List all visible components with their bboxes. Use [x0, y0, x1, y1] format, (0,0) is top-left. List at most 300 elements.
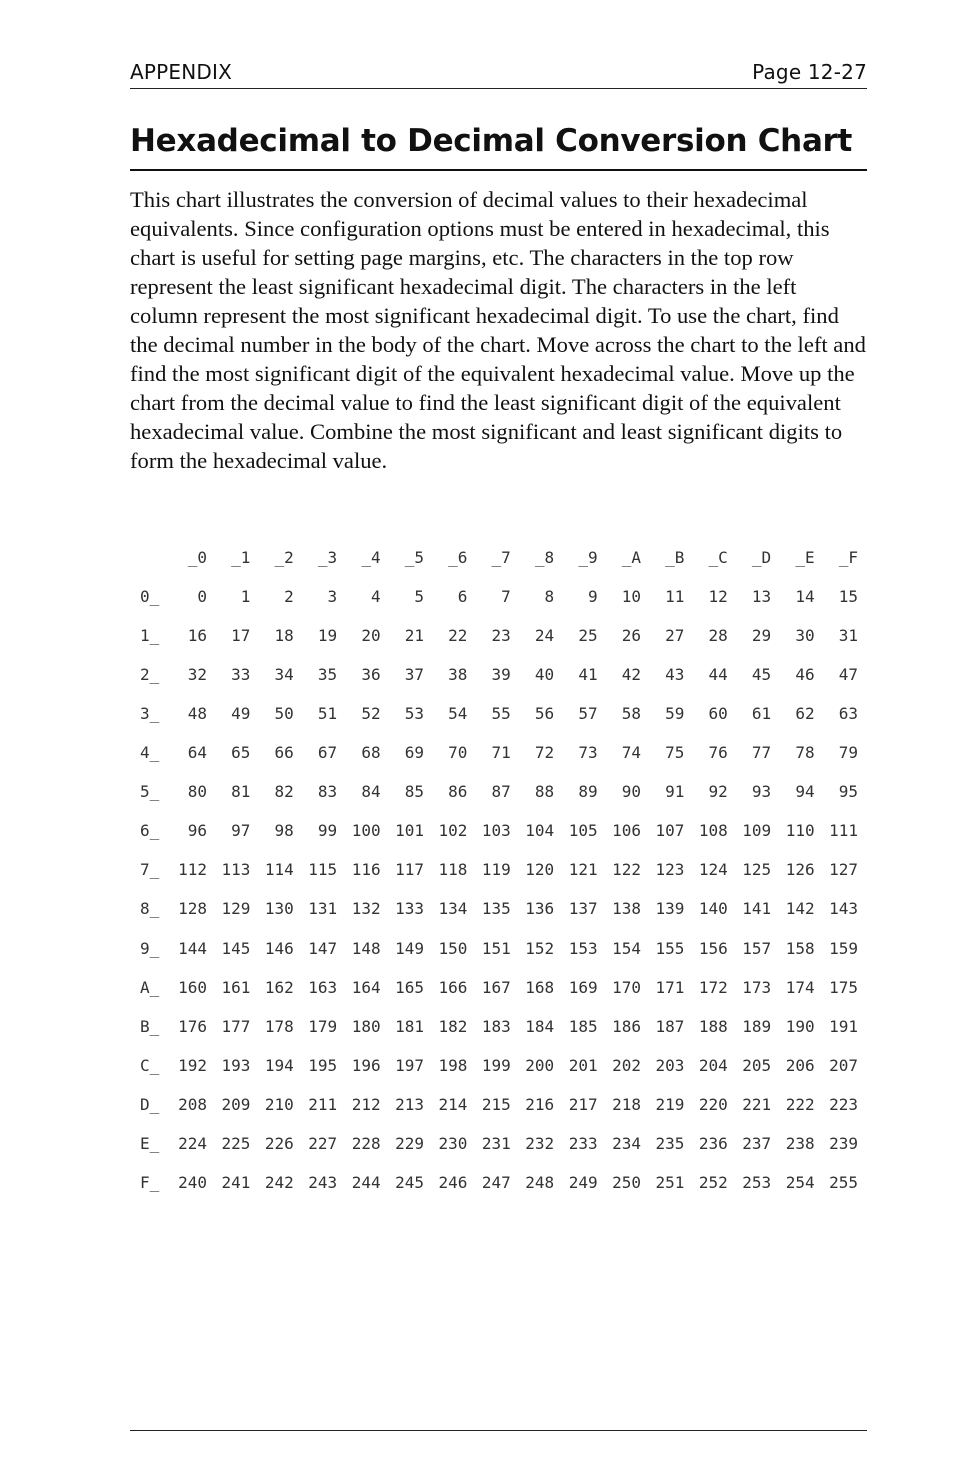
table-cell: 185	[568, 1016, 598, 1036]
table-cell: 200	[525, 1055, 555, 1075]
table-row	[130, 743, 867, 767]
column-header: _9	[578, 548, 598, 567]
row-header: A_	[140, 977, 160, 997]
table-row	[130, 1173, 867, 1197]
table-row	[130, 978, 867, 1002]
table-cell: 5	[414, 587, 424, 607]
table-cell: 194	[264, 1055, 294, 1075]
table-cell: 187	[655, 1016, 685, 1036]
table-cell: 189	[742, 1016, 772, 1036]
column-header: _A	[621, 548, 641, 567]
row-header: 5_	[140, 782, 160, 802]
table-cell: 246	[438, 1172, 468, 1192]
table-cell: 62	[795, 704, 815, 724]
table-cell: 126	[785, 860, 815, 880]
table-cell: 153	[568, 938, 598, 958]
column-header: _3	[317, 548, 338, 567]
column-header: _0	[187, 548, 207, 567]
table-cell: 68	[361, 743, 381, 763]
table-cell: 134	[438, 899, 468, 919]
table-cell: 145	[221, 938, 251, 958]
table-cell: 4	[370, 587, 381, 607]
table-cell: 27	[665, 626, 685, 646]
table-cell: 141	[742, 899, 772, 919]
page-header	[130, 58, 867, 89]
table-cell: 13	[751, 587, 772, 607]
table-cell: 74	[621, 743, 641, 763]
table-row	[130, 821, 867, 845]
table-cell: 232	[525, 1133, 555, 1153]
table-cell: 117	[395, 860, 424, 880]
table-cell: 236	[698, 1133, 728, 1153]
table-cell: 30	[795, 626, 815, 646]
table-cell: 22	[448, 626, 468, 646]
table-cell: 66	[274, 743, 294, 763]
table-cell: 147	[308, 938, 338, 958]
table-cell: 235	[655, 1133, 685, 1153]
table-row	[130, 1095, 867, 1119]
table-cell: 105	[568, 821, 598, 841]
table-cell: 95	[838, 782, 858, 802]
table-cell: 175	[829, 977, 858, 997]
table-cell: 39	[491, 665, 511, 685]
column-header: _7	[491, 548, 511, 567]
table-cell: 111	[829, 821, 858, 841]
table-cell: 36	[361, 665, 381, 685]
table-cell: 129	[221, 899, 251, 919]
table-cell: 54	[448, 704, 468, 724]
table-cell: 181	[395, 1016, 424, 1036]
table-cell: 193	[221, 1055, 251, 1075]
table-cell: 241	[221, 1172, 251, 1192]
row-header: 8_	[140, 899, 160, 919]
table-cell: 56	[534, 704, 555, 724]
table-cell: 218	[612, 1094, 641, 1114]
table-cell: 9	[587, 587, 598, 607]
table-cell: 192	[178, 1055, 207, 1075]
table-cell: 51	[317, 704, 338, 724]
table-cell: 118	[438, 860, 468, 880]
table-cell: 25	[578, 626, 598, 646]
table-row	[130, 1056, 867, 1080]
row-header: C_	[140, 1055, 160, 1075]
table-cell: 84	[361, 782, 381, 802]
table-cell: 219	[655, 1094, 685, 1114]
table-cell: 244	[351, 1172, 381, 1192]
table-cell: 148	[351, 938, 381, 958]
table-cell: 121	[568, 860, 598, 880]
page-number: Page 12-27	[752, 60, 867, 84]
table-cell: 110	[785, 821, 815, 841]
table-header-row	[130, 548, 867, 572]
table-cell: 215	[481, 1094, 511, 1114]
table-cell: 199	[481, 1055, 511, 1075]
table-cell: 247	[481, 1172, 511, 1192]
table-cell: 70	[448, 743, 468, 763]
footer-rule	[130, 1430, 867, 1431]
table-cell: 234	[612, 1133, 641, 1153]
table-cell: 1	[240, 587, 251, 607]
table-cell: 197	[395, 1055, 424, 1075]
table-cell: 233	[568, 1133, 598, 1153]
table-cell: 103	[481, 821, 511, 841]
table-cell: 80	[187, 782, 207, 802]
table-cell: 32	[187, 665, 207, 685]
table-cell: 160	[178, 977, 207, 997]
table-cell: 92	[708, 782, 728, 802]
table-cell: 112	[178, 860, 207, 880]
table-cell: 231	[481, 1133, 511, 1153]
table-cell: 182	[438, 1016, 468, 1036]
table-cell: 222	[785, 1094, 815, 1114]
table-cell: 237	[742, 1133, 772, 1153]
table-cell: 28	[708, 626, 728, 646]
table-cell: 174	[785, 977, 815, 997]
table-cell: 195	[308, 1055, 338, 1075]
table-cell: 157	[742, 938, 772, 958]
table-row	[130, 587, 867, 611]
table-cell: 251	[655, 1172, 685, 1192]
table-cell: 203	[655, 1055, 685, 1075]
table-cell: 78	[795, 743, 815, 763]
table-cell: 163	[308, 977, 338, 997]
table-cell: 230	[438, 1133, 468, 1153]
table-cell: 17	[231, 626, 251, 646]
table-cell: 167	[481, 977, 511, 997]
table-cell: 116	[351, 860, 381, 880]
table-cell: 198	[438, 1055, 468, 1075]
column-header: _5	[404, 548, 424, 567]
table-cell: 19	[317, 626, 338, 646]
row-header: 9_	[140, 938, 160, 958]
table-cell: 16	[187, 626, 207, 646]
row-header: F_	[140, 1172, 160, 1192]
table-cell: 140	[698, 899, 728, 919]
table-cell: 245	[395, 1172, 424, 1192]
table-cell: 169	[568, 977, 598, 997]
table-cell: 76	[708, 743, 728, 763]
column-header: _B	[665, 548, 685, 567]
table-cell: 168	[525, 977, 555, 997]
table-cell: 42	[621, 665, 641, 685]
column-header: _E	[795, 548, 815, 567]
table-cell: 242	[264, 1172, 294, 1192]
column-header: _4	[361, 548, 381, 567]
table-cell: 138	[612, 899, 641, 919]
table-cell: 158	[785, 938, 815, 958]
table-cell: 221	[742, 1094, 772, 1114]
table-row	[130, 860, 867, 884]
table-cell: 130	[264, 899, 294, 919]
table-cell: 106	[612, 821, 641, 841]
table-cell: 85	[404, 782, 424, 802]
table-cell: 164	[351, 977, 381, 997]
table-cell: 123	[655, 860, 685, 880]
table-cell: 86	[448, 782, 468, 802]
table-cell: 26	[621, 626, 641, 646]
table-cell: 209	[221, 1094, 251, 1114]
table-cell: 109	[742, 821, 772, 841]
table-cell: 124	[698, 860, 728, 880]
table-cell: 239	[829, 1133, 858, 1153]
table-cell: 57	[578, 704, 598, 724]
table-cell: 59	[665, 704, 685, 724]
table-cell: 146	[264, 938, 294, 958]
table-cell: 214	[438, 1094, 468, 1114]
table-cell: 253	[742, 1172, 772, 1192]
table-cell: 226	[264, 1133, 294, 1153]
table-cell: 34	[274, 665, 294, 685]
table-cell: 3	[327, 587, 338, 607]
table-cell: 71	[491, 743, 511, 763]
table-cell: 128	[178, 899, 207, 919]
table-cell: 188	[698, 1016, 728, 1036]
table-cell: 113	[221, 860, 251, 880]
table-row	[130, 782, 867, 806]
table-cell: 65	[231, 743, 251, 763]
table-cell: 77	[751, 743, 772, 763]
table-cell: 64	[187, 743, 207, 763]
table-cell: 49	[231, 704, 251, 724]
table-cell: 212	[351, 1094, 381, 1114]
table-cell: 213	[395, 1094, 424, 1114]
table-cell: 114	[264, 860, 294, 880]
table-cell: 58	[621, 704, 641, 724]
table-cell: 6	[457, 587, 468, 607]
table-cell: 151	[481, 938, 511, 958]
column-header: _F	[838, 548, 858, 567]
table-cell: 159	[829, 938, 858, 958]
table-cell: 12	[708, 587, 728, 607]
table-cell: 250	[612, 1172, 641, 1192]
table-cell: 37	[404, 665, 424, 685]
table-cell: 139	[655, 899, 685, 919]
table-cell: 93	[751, 782, 772, 802]
table-cell: 88	[534, 782, 555, 802]
table-cell: 79	[838, 743, 858, 763]
table-cell: 240	[178, 1172, 207, 1192]
table-cell: 96	[187, 821, 207, 841]
table-cell: 208	[178, 1094, 207, 1114]
table-cell: 102	[438, 821, 468, 841]
table-cell: 183	[481, 1016, 511, 1036]
table-cell: 155	[655, 938, 685, 958]
row-header: D_	[140, 1094, 160, 1114]
table-cell: 94	[795, 782, 815, 802]
table-cell: 205	[742, 1055, 772, 1075]
table-cell: 165	[395, 977, 424, 997]
table-cell: 0	[197, 587, 207, 607]
table-cell: 229	[395, 1133, 424, 1153]
table-cell: 35	[317, 665, 338, 685]
table-row	[130, 1017, 867, 1041]
table-cell: 48	[187, 704, 207, 724]
table-cell: 83	[317, 782, 338, 802]
table-cell: 67	[317, 743, 338, 763]
table-cell: 98	[274, 821, 294, 841]
table-cell: 142	[785, 899, 815, 919]
table-cell: 216	[525, 1094, 555, 1114]
table-cell: 15	[838, 587, 858, 607]
table-cell: 248	[525, 1172, 555, 1192]
row-header: 2_	[140, 665, 160, 685]
table-cell: 186	[612, 1016, 641, 1036]
table-cell: 8	[544, 587, 555, 607]
table-cell: 210	[264, 1094, 294, 1114]
row-header: E_	[140, 1133, 160, 1153]
row-header: 4_	[140, 743, 160, 763]
column-header: _D	[751, 548, 772, 567]
table-row	[130, 704, 867, 728]
table-cell: 228	[351, 1133, 381, 1153]
column-header: _6	[448, 548, 468, 567]
table-cell: 119	[481, 860, 511, 880]
table-cell: 166	[438, 977, 468, 997]
table-row	[130, 626, 867, 650]
table-cell: 173	[742, 977, 772, 997]
table-cell: 24	[534, 626, 555, 646]
table-cell: 220	[698, 1094, 728, 1114]
table-cell: 196	[351, 1055, 381, 1075]
column-header: _1	[231, 548, 251, 567]
table-cell: 21	[404, 626, 424, 646]
table-cell: 75	[665, 743, 685, 763]
table-cell: 176	[178, 1016, 207, 1036]
table-cell: 224	[178, 1133, 207, 1153]
intro-paragraph: This chart illustrates the conversion of decimal values to their hexadecimal equivalents. Since configuration options must be entered in hexadecimal, this chart is useful for setting page margins, etc. The characters in the top row represent the least significant hexadecimal digit. The characters in the left column represent the most significant hexadecimal digit. To use the chart, find the decimal number in the body of the chart. Move across the chart to the left and find the most significant digit of the equivalent hexadecimal value. Move up the chart from the decimal value to find the least significant digit of the equivalent hexadecimal value. Combine the most significant and least significant digits to form the hexadecimal value.	[130, 187, 866, 473]
table-cell: 72	[534, 743, 555, 763]
table-cell: 243	[308, 1172, 338, 1192]
table-cell: 249	[568, 1172, 598, 1192]
table-row	[130, 665, 867, 689]
table-cell: 108	[698, 821, 728, 841]
table-cell: 91	[665, 782, 685, 802]
table-cell: 44	[708, 665, 728, 685]
table-cell: 87	[491, 782, 511, 802]
section-label: APPENDIX	[130, 60, 233, 84]
table-cell: 43	[665, 665, 685, 685]
table-cell: 255	[829, 1172, 858, 1192]
table-cell: 206	[785, 1055, 815, 1075]
table-cell: 31	[838, 626, 858, 646]
row-header: 7_	[140, 860, 160, 880]
table-cell: 50	[274, 704, 294, 724]
table-cell: 191	[829, 1016, 858, 1036]
table-cell: 107	[655, 821, 685, 841]
table-cell: 45	[751, 665, 772, 685]
table-cell: 82	[274, 782, 294, 802]
table-cell: 223	[829, 1094, 858, 1114]
table-cell: 252	[698, 1172, 728, 1192]
row-header: 0_	[140, 587, 160, 607]
table-cell: 63	[838, 704, 858, 724]
table-cell: 29	[751, 626, 772, 646]
table-row	[130, 1134, 867, 1158]
table-cell: 202	[612, 1055, 641, 1075]
row-header: B_	[140, 1016, 160, 1036]
table-cell: 254	[785, 1172, 815, 1192]
table-cell: 136	[525, 899, 555, 919]
table-cell: 180	[351, 1016, 381, 1036]
table-cell: 14	[795, 587, 815, 607]
table-cell: 69	[404, 743, 424, 763]
table-cell: 41	[578, 665, 598, 685]
row-header: 6_	[140, 821, 160, 841]
table-cell: 170	[612, 977, 641, 997]
table-cell: 55	[491, 704, 511, 724]
table-cell: 52	[361, 704, 381, 724]
table-cell: 33	[231, 665, 251, 685]
table-cell: 217	[568, 1094, 598, 1114]
table-cell: 177	[221, 1016, 251, 1036]
table-cell: 135	[481, 899, 511, 919]
table-cell: 171	[655, 977, 685, 997]
column-header: _2	[274, 548, 294, 567]
table-cell: 100	[351, 821, 381, 841]
table-cell: 127	[829, 860, 858, 880]
row-header: 3_	[140, 704, 160, 724]
table-cell: 179	[308, 1016, 338, 1036]
page-title: Hexadecimal to Decimal Conversion Chart	[130, 123, 867, 171]
table-cell: 53	[404, 704, 424, 724]
table-cell: 184	[525, 1016, 555, 1036]
row-header: 1_	[140, 626, 160, 646]
table-cell: 211	[308, 1094, 338, 1114]
table-cell: 178	[264, 1016, 294, 1036]
table-cell: 90	[621, 782, 641, 802]
table-cell: 120	[525, 860, 555, 880]
table-cell: 7	[501, 587, 511, 607]
table-cell: 161	[221, 977, 251, 997]
table-cell: 115	[308, 860, 338, 880]
table-cell: 150	[438, 938, 468, 958]
table-cell: 38	[448, 665, 468, 685]
table-cell: 162	[264, 977, 294, 997]
table-row	[130, 939, 867, 963]
table-cell: 207	[829, 1055, 858, 1075]
table-cell: 46	[795, 665, 815, 685]
table-cell: 137	[568, 899, 598, 919]
table-cell: 99	[317, 821, 338, 841]
table-cell: 122	[612, 860, 641, 880]
table-cell: 97	[231, 821, 251, 841]
table-cell: 144	[178, 938, 207, 958]
table-cell: 101	[395, 821, 424, 841]
table-cell: 23	[491, 626, 511, 646]
table-cell: 11	[665, 587, 685, 607]
table-cell: 47	[838, 665, 858, 685]
table-cell: 61	[751, 704, 772, 724]
column-header: _8	[534, 548, 555, 567]
table-cell: 190	[785, 1016, 815, 1036]
table-cell: 18	[274, 626, 294, 646]
table-cell: 143	[829, 899, 858, 919]
table-cell: 133	[395, 899, 424, 919]
table-cell: 2	[284, 587, 294, 607]
table-cell: 89	[578, 782, 598, 802]
table-cell: 104	[525, 821, 555, 841]
table-cell: 227	[308, 1133, 338, 1153]
table-cell: 238	[785, 1133, 815, 1153]
table-cell: 156	[698, 938, 728, 958]
table-cell: 225	[221, 1133, 251, 1153]
table-cell: 172	[698, 977, 728, 997]
table-cell: 20	[361, 626, 381, 646]
table-cell: 10	[621, 587, 641, 607]
table-cell: 40	[534, 665, 555, 685]
table-cell: 60	[708, 704, 728, 724]
table-cell: 81	[231, 782, 251, 802]
